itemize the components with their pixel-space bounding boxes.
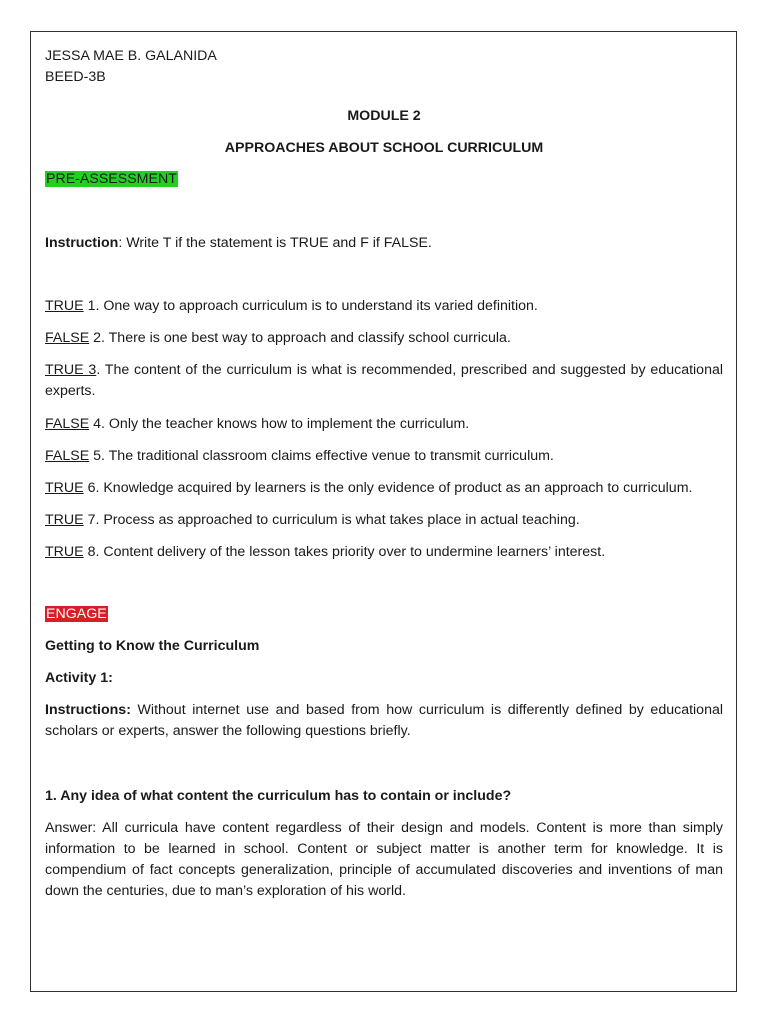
item-text: 6. Knowledge acquired by learners is the only evidence of product as an approach to curriculum.	[83, 480, 693, 496]
pre-assessment-highlight: PRE-ASSESSMENT	[46, 171, 177, 187]
item-text: 8. Content delivery of the lesson takes priority over to undermine learners’ interest.	[83, 544, 606, 560]
question-1: 1. Any idea of what content the curriculum has to contain or include?	[45, 788, 512, 804]
engage-heading: Getting to Know the Curriculum	[45, 638, 260, 654]
pre-assessment-label	[45, 169, 178, 190]
instruction-label: Instruction	[45, 235, 119, 251]
item-answer: TRUE 3	[45, 362, 97, 378]
item-answer: TRUE	[45, 512, 84, 528]
item-text: 1. One way to approach curriculum is to understand its varied definition.	[83, 298, 538, 314]
student-section: BEED-3B	[45, 69, 106, 85]
answer-text: Answer: All curricula have content regardless of their design and models. Content is more than simply information to be learned in school. Content or subject matter is another term for knowledge. It is compendium of fact concepts generalization, principle of accumulated discoveries and inventions of man down the centuries, due to man’s exploration of his world.	[45, 820, 723, 899]
item-text: 7. Process as approached to curriculum is what takes place in actual teaching.	[83, 512, 580, 528]
activity-instructions	[45, 700, 723, 742]
module-subtitle: APPROACHES ABOUT SCHOOL CURRICULUM	[224, 140, 544, 156]
assessment-item-3	[45, 360, 723, 402]
engage-label	[45, 604, 108, 625]
item-answer: FALSE	[45, 330, 90, 346]
instructions-text: Without internet use and based from how curriculum is differently defined by educational scholars or experts, answer the following questions briefly.	[45, 702, 723, 739]
instructions-label: Instructions:	[45, 702, 131, 718]
item-answer: FALSE	[45, 448, 90, 464]
instruction-text: : Write T if the statement is TRUE and F if FALSE.	[118, 235, 432, 251]
item-text: 4. Only the teacher knows how to implement the curriculum.	[89, 416, 470, 432]
student-name: JESSA MAE B. GALANIDA	[45, 48, 217, 64]
assessment-item-4	[45, 414, 469, 435]
item-answer: TRUE	[45, 480, 84, 496]
assessment-item-5	[45, 446, 554, 467]
module-title: MODULE 2	[347, 108, 421, 124]
assessment-item-2	[45, 328, 511, 349]
assessment-item-6	[45, 478, 692, 499]
item-answer: TRUE	[45, 544, 84, 560]
item-text: . The content of the curriculum is what is recommended, prescribed and suggested by educational experts.	[45, 362, 724, 399]
engage-highlight: ENGAGE	[46, 606, 107, 622]
assessment-item-8	[45, 542, 605, 563]
item-answer: FALSE	[45, 416, 90, 432]
activity-title: Activity 1:	[45, 670, 113, 686]
assessment-item-1	[45, 296, 538, 317]
item-answer: TRUE	[45, 298, 84, 314]
item-text: 5. The traditional classroom claims effective venue to transmit curriculum.	[89, 448, 554, 464]
item-text: 2. There is one best way to approach and classify school curricula.	[89, 330, 511, 346]
instruction-line	[45, 233, 432, 254]
assessment-item-7	[45, 510, 580, 531]
answer-1	[45, 818, 723, 902]
